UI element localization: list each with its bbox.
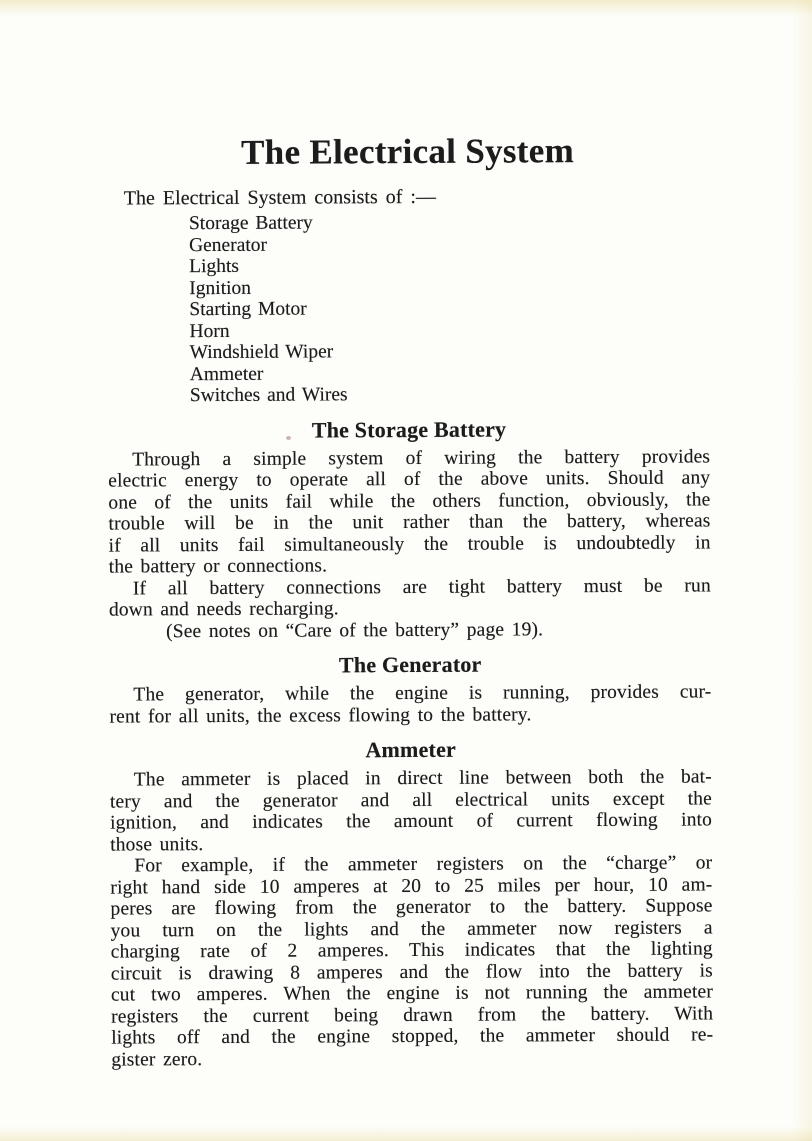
list-item: Ignition (189, 277, 252, 299)
paragraph (109, 618, 711, 643)
text-line: charging rate of 2 amperes. This indicates that the lighting (110, 938, 713, 963)
text-line: tery and the generator and all electrical units except the (109, 787, 713, 813)
intro-line: The Electrical System consists of :— (123, 185, 437, 210)
text-line: cut two amperes. When the engine is not running the ammeter (110, 981, 714, 1006)
paragraph (110, 766, 712, 855)
text-line: those units. (110, 833, 204, 856)
list-item: Switches and Wires (189, 384, 348, 407)
page-title: The Electrical System (241, 131, 575, 172)
section-heading: Ammeter (365, 736, 457, 763)
text-line: peres are flowing from the generator to the battery. Suppose (110, 895, 713, 920)
text-line: gister zero. (111, 1048, 203, 1071)
list-item: Ammeter (189, 363, 264, 385)
text-line: the battery or connections. (108, 555, 328, 578)
list-item: Starting Motor (189, 298, 307, 321)
paragraph (108, 446, 711, 578)
text-line: The ammeter is placed in direct line between both the bat- (133, 766, 712, 791)
scan-speck (286, 436, 291, 440)
text-line: electric energy to operate all of the above units. Should any (108, 467, 711, 492)
text-line: registers the current being drawn from the battery. With (111, 1002, 714, 1028)
text-line: one of the units fail while the others function, obviously, the (108, 488, 711, 514)
text-line: (See notes on “Care of the battery” page 19). (166, 618, 544, 642)
list-item: Windshield Wiper (189, 341, 334, 364)
paragraph (109, 681, 711, 727)
list-item: Generator (188, 234, 268, 256)
text-line: if all units fail simultaneously the trouble is undoubtedly in (108, 531, 711, 557)
text-line: lights off and the engine stopped, the ammeter should re- (111, 1024, 714, 1049)
list-item: Storage Battery (188, 212, 313, 235)
section-heading: The Storage Battery (311, 415, 507, 443)
list-item: Lights (189, 255, 240, 278)
component-list (189, 210, 710, 406)
paragraph (109, 575, 711, 621)
list-item: Horn (189, 320, 230, 342)
section-heading: The Generator (338, 651, 482, 678)
text-line: The generator, while the engine is running, provides cur- (133, 681, 712, 706)
paragraph (110, 852, 713, 1070)
text-line: ignition, and indicates the amount of current flowing into (110, 809, 713, 834)
text-line: For example, if the ammeter registers on the “charge” or (134, 852, 713, 877)
text-line: down and needs recharging. (108, 598, 339, 621)
text-line: you turn on the lights and the ammeter now registers a (110, 916, 713, 942)
text-line: rent for all units, the excess flowing to the battery. (109, 703, 532, 728)
text-line: right hand side 10 amperes at 20 to 25 miles per hour, 10 am- (110, 873, 713, 899)
text-line: Through a simple system of wiring the battery provides (132, 445, 711, 470)
text-line: If all battery connections are tight battery must be run (132, 574, 711, 599)
text-line: trouble will be in the unit rather than the battery, whereas (108, 510, 711, 535)
text-line: circuit is drawing 8 amperes and the flow into the battery is (110, 959, 713, 985)
sections (108, 415, 713, 1071)
page-content (106, 0, 714, 1071)
